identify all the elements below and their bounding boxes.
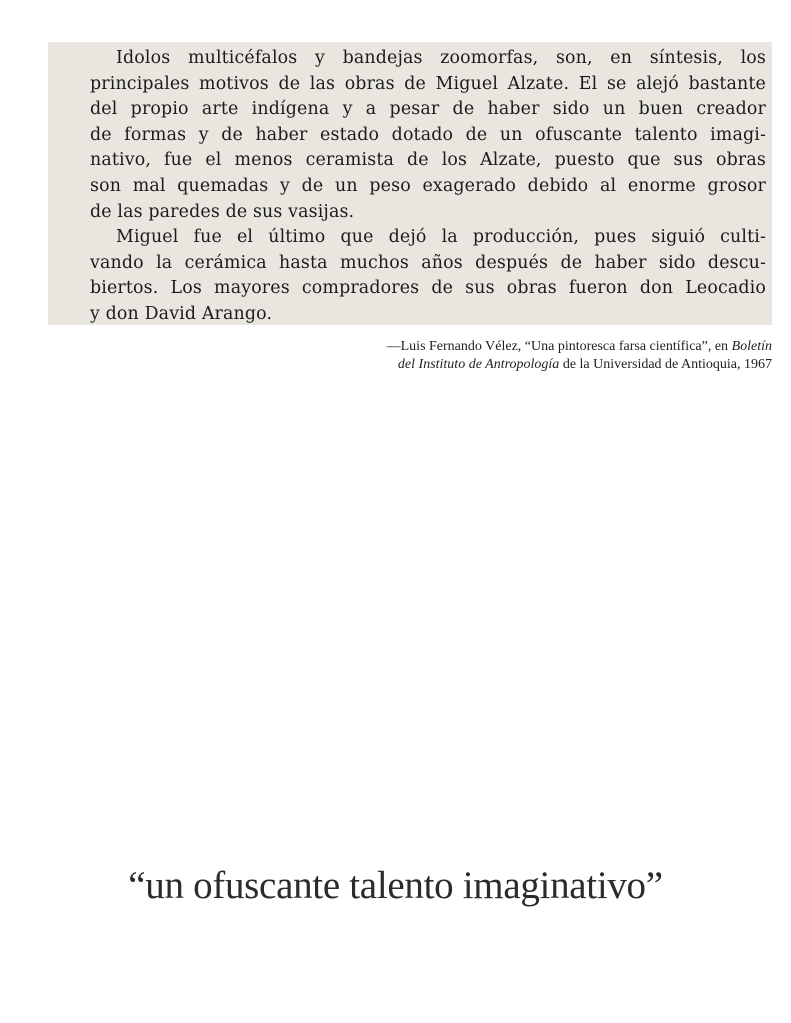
excerpt-line: nativo, fue el menos ceramista de los Alzate, puesto que sus obras [90,150,766,171]
excerpt-line: Miguel fue el último que dejó la producción, pues siguió culti- [116,227,766,248]
excerpt-line: de formas y de haber estado dotado de un ofuscante talento imagi- [90,124,766,145]
excerpt-line: del propio arte indígena y a pesar de haber sido un buen creador [90,99,766,120]
excerpt-text [90,46,766,325]
citation-line-1 [300,338,772,356]
citation-line-2 [300,356,772,374]
excerpt-line: de las paredes de sus vasijas. [90,201,355,222]
scanned-excerpt [48,42,772,325]
citation-journal-part-1: Boletín [731,339,772,354]
excerpt-line: son mal quemadas y de un peso exagerado debido al enorme grosor [90,175,766,196]
pull-quote: “un ofuscante talento imaginativo” [128,864,663,907]
excerpt-line: y don David Arango. [90,303,273,324]
excerpt-line: biertos. Los mayores compradores de sus obras fueron don Leocadio [90,278,766,299]
excerpt-line: principales motivos de las obras de Miguel Alzate. El se alejó bastante [90,73,766,94]
excerpt-line: vando la cerámica hasta muchos años después de haber sido descu- [90,252,766,273]
excerpt-line: Idolos multicéfalos y bandejas zoomorfas, son, en síntesis, los [116,48,766,68]
citation-journal-part-2: del Instituto de Antropología [397,357,560,372]
citation-author-title: —Luis Fernando Vélez, “Una pintoresca farsa científica”, en [386,339,732,354]
citation [300,338,772,374]
citation-publisher-year: de la Universidad de Antioquia, 1967 [559,357,772,372]
